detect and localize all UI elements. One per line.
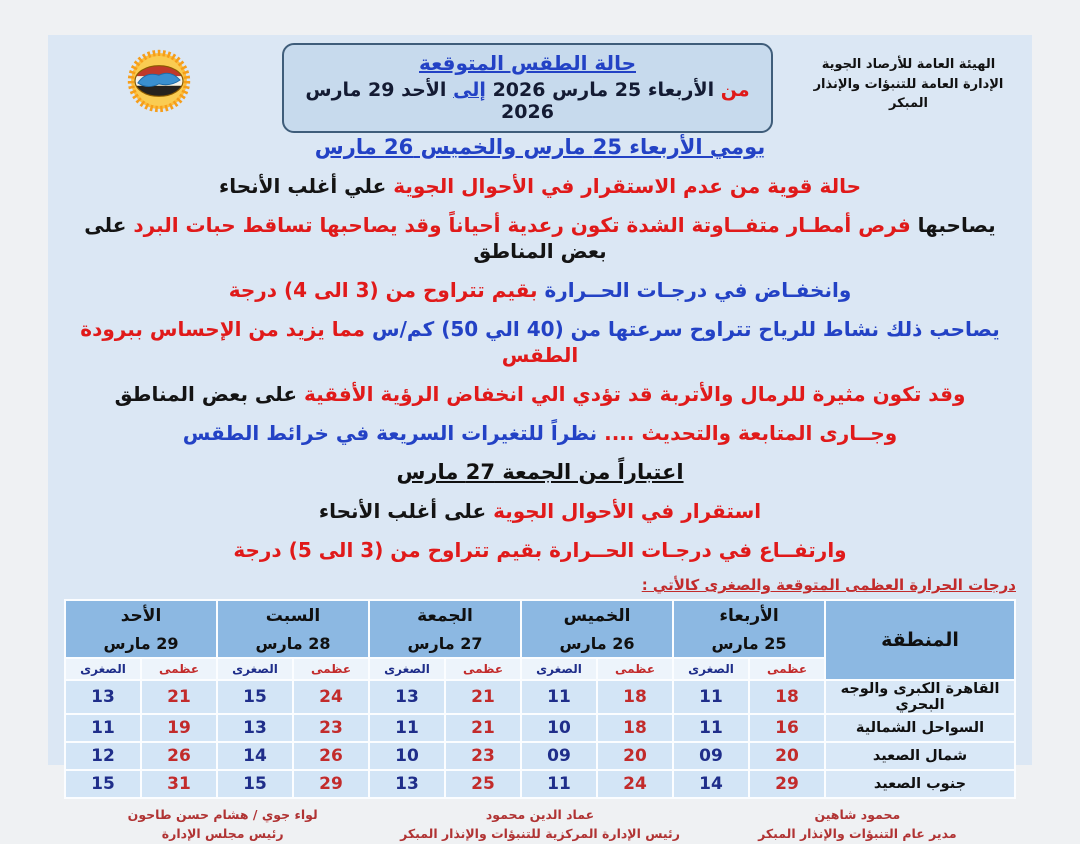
day-name: السبت: [265, 605, 321, 626]
temp-cell: 20: [749, 742, 825, 770]
signature-name: عماد الدين محمود: [485, 807, 595, 822]
temp-cell: 18: [749, 680, 825, 714]
table-row-south-upper-egypt: [65, 770, 1015, 798]
forecast-title: حالة الطقس المتوقعة: [419, 51, 636, 75]
temp-cell: 14: [217, 742, 293, 770]
forecast-line-3: [64, 277, 1016, 303]
temp-cell: 11: [673, 680, 749, 714]
temp-cell: 24: [293, 680, 369, 714]
forecast-line-6: [64, 420, 1016, 446]
temp-cell: 13: [369, 770, 445, 798]
line2-black-tail: على بعض المناطق: [84, 213, 607, 263]
temp-cell: 15: [217, 680, 293, 714]
min-label: الصغرى: [369, 658, 445, 680]
line6-red-text: وجــارى المتابعة والتحديث ....: [604, 421, 898, 445]
header-row: [64, 43, 1016, 121]
temp-cell: 18: [597, 680, 673, 714]
temp-cell: 29: [749, 770, 825, 798]
temp-cell: 14: [673, 770, 749, 798]
temp-cell: 18: [597, 714, 673, 742]
forecast-line-7: [64, 498, 1016, 524]
temp-cell: 13: [369, 680, 445, 714]
day-header-thursday: [521, 600, 673, 658]
line3-blue-text: وانخفـاض في درجـات الحــرارة: [544, 278, 852, 302]
temp-cell: 23: [445, 742, 521, 770]
line4-blue-text: يصاحب ذلك نشاط للرياح تتراوح سرعتها من (40 الي 50) كم/س: [372, 317, 1000, 341]
min-label: الصغرى: [217, 658, 293, 680]
temp-cell: 29: [293, 770, 369, 798]
temp-cell: 15: [65, 770, 141, 798]
start-date: الأربعاء 25 مارس 2026: [492, 79, 715, 101]
table-caption: درجات الحرارة العظمى المتوقعة والصغرى كالأتي :: [641, 576, 1016, 594]
table-day-header-row: [65, 600, 1015, 658]
line1-black-text: علي أغلب الأنحاء: [218, 174, 387, 198]
temp-cell: 20: [597, 742, 673, 770]
line1-red-text: حالة قوية من عدم الاستقرار في الأحوال الجوية: [393, 174, 862, 198]
max-label: عظمى: [597, 658, 673, 680]
forecast-line-1: [64, 173, 1016, 199]
from-word: من: [720, 79, 750, 101]
line7-black-text: على أغلب الأنحاء: [318, 499, 487, 523]
temp-cell: 26: [141, 742, 217, 770]
line2-black-lead: يصاحبها: [917, 213, 996, 237]
day-header-wednesday: [673, 600, 825, 658]
meteorological-authority-logo-icon: [111, 47, 207, 115]
region-cell: جنوب الصعيد: [825, 770, 1015, 798]
temp-cell: 25: [445, 770, 521, 798]
temp-cell: 11: [521, 680, 597, 714]
signature-director: [699, 805, 1016, 844]
region-cell: القاهرة الكبرى والوجه البحري: [825, 680, 1015, 714]
end-date: الأحد 29 مارس 2026: [305, 79, 554, 123]
temp-cell: 15: [217, 770, 293, 798]
max-label: عظمى: [141, 658, 217, 680]
day-header-saturday: [217, 600, 369, 658]
line2-red-text: فرص أمطـار متفــاوتة الشدة تكون رعدية أحياناً وقد يصاحبها تساقط حبات البرد: [133, 213, 911, 237]
signature-chairman: [64, 805, 381, 844]
line7-red-text: استقرار في الأحوال الجوية: [493, 499, 762, 523]
temp-cell: 13: [217, 714, 293, 742]
forecast-date-range: [292, 79, 763, 123]
forecast-line-4: [64, 316, 1016, 368]
organization-block: [801, 43, 1016, 114]
signature-head-central: [381, 805, 698, 844]
day-name: الأربعاء: [719, 605, 779, 626]
to-word: إلى: [453, 79, 486, 101]
line3-red-text: بقيم تتراوح من (3 الى 4) درجة: [228, 278, 538, 302]
max-label: عظمى: [293, 658, 369, 680]
temp-cell: 23: [293, 714, 369, 742]
temp-cell: 31: [141, 770, 217, 798]
temp-cell: 19: [141, 714, 217, 742]
line6-blue-text: نظراً للتغيرات السريعة في خرائط الطقس: [182, 421, 598, 445]
day-header-friday: [369, 600, 521, 658]
temp-cell: 10: [521, 714, 597, 742]
signature-title: رئيس الإدارة المركزية للتنبؤات والإنذار المبكر: [400, 826, 680, 842]
max-label: عظمى: [445, 658, 521, 680]
temp-cell: 11: [673, 714, 749, 742]
region-cell: السواحل الشمالية: [825, 714, 1015, 742]
region-cell: شمال الصعيد: [825, 742, 1015, 770]
day-name: الأحد: [120, 605, 162, 626]
org-department: الإدارة العامة للتنبؤات والإنذار المبكر: [813, 76, 1004, 111]
table-row-north-upper-egypt: [65, 742, 1015, 770]
temp-cell: 09: [673, 742, 749, 770]
day-date: 25 مارس: [711, 633, 787, 653]
line5-red-text: وقد تكون مثيرة للرمال والأتربة قد تؤدي الي انخفاض الرؤية الأفقية: [303, 382, 966, 406]
max-label: عظمى: [749, 658, 825, 680]
temperature-table: [64, 599, 1016, 799]
bulletin-sheet: [48, 35, 1032, 842]
temp-cell: 09: [521, 742, 597, 770]
temp-cell: 10: [369, 742, 445, 770]
day-date: 26 مارس: [559, 633, 635, 653]
temp-cell: 24: [597, 770, 673, 798]
day-name: الجمعة: [417, 605, 473, 626]
signature-name: محمود شاهين: [814, 807, 901, 822]
forecast-line-8: [64, 537, 1016, 563]
min-label: الصغرى: [65, 658, 141, 680]
day-date: 29 مارس: [103, 633, 179, 653]
section2-title: اعتباراً من الجمعة 27 مارس: [396, 460, 684, 484]
temp-cell: 11: [369, 714, 445, 742]
line4-red-text: مما يزيد من الإحساس ببرودة الطقس: [80, 317, 579, 367]
temp-cell: 11: [65, 714, 141, 742]
day-header-sunday: [65, 600, 217, 658]
forecast-line-5: [64, 381, 1016, 407]
org-name: الهيئة العامة للأرصاد الجوية: [821, 57, 996, 72]
temp-cell: 12: [65, 742, 141, 770]
temp-cell: 21: [445, 714, 521, 742]
table-row-north-coasts: [65, 714, 1015, 742]
temp-cell: 21: [141, 680, 217, 714]
region-column-header: المنطقة: [825, 600, 1015, 680]
line8-red-text: وارتفــاع في درجـات الحــرارة بقيم تتراوح من (3 الى 5) درجة: [233, 538, 847, 562]
forecast-line-2: [64, 212, 1016, 264]
temp-cell: 11: [521, 770, 597, 798]
min-label: الصغرى: [521, 658, 597, 680]
day-name: الخميس: [563, 605, 631, 626]
logo-block: [64, 43, 254, 115]
section1-title: يومي الأربعاء 25 مارس والخميس 26 مارس: [314, 135, 766, 159]
signature-name: لواء جوي / هشام حسن طاحون: [127, 807, 318, 822]
line5-black-text: على بعض المناطق: [114, 382, 297, 406]
day-date: 28 مارس: [255, 633, 331, 653]
table-row-cairo-delta: [65, 680, 1015, 714]
temp-cell: 16: [749, 714, 825, 742]
signatures-row: [64, 805, 1016, 844]
temp-cell: 26: [293, 742, 369, 770]
min-label: الصغرى: [673, 658, 749, 680]
temp-cell: 21: [445, 680, 521, 714]
signature-title: مدير عام التنبؤات والإنذار المبكر: [758, 826, 957, 842]
temp-cell: 13: [65, 680, 141, 714]
forecast-title-box: [282, 43, 773, 133]
day-date: 27 مارس: [407, 633, 483, 653]
signature-title: رئيس مجلس الإدارة: [161, 826, 284, 842]
